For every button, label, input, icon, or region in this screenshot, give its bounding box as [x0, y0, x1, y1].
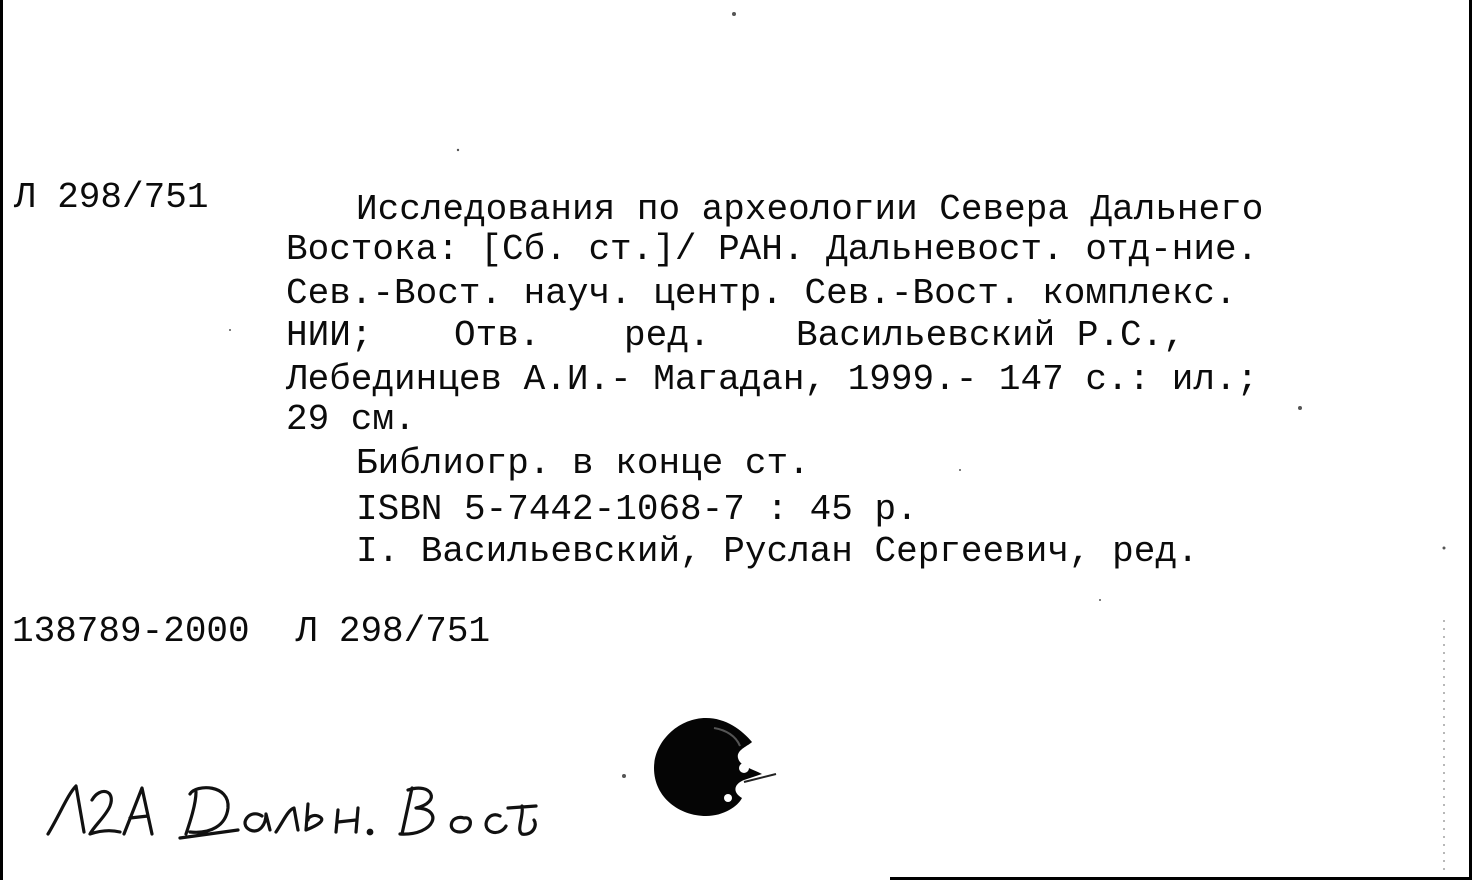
- call-number: Л 298/751: [14, 177, 209, 218]
- title-line-1: Исследования по археологии Севера Дальнего: [356, 189, 1264, 230]
- card-border-left: [0, 0, 3, 880]
- imprint-line: Лебединцев А.И.- Магадан, 1999.- 147 с.: ил.;: [286, 359, 1259, 400]
- handwritten-note: [40, 764, 560, 854]
- inventory-number: 138789-2000: [12, 611, 250, 652]
- bibliography-note: Библиогр. в конце ст.: [356, 443, 810, 484]
- responsibility-part-3: ред.: [624, 315, 711, 356]
- bottom-call-number: Л 298/751: [295, 611, 491, 652]
- isbn-line: ISBN 5-7442-1068-7 : 45 р.: [356, 489, 918, 530]
- responsibility-part-2: Отв.: [454, 315, 541, 356]
- dimensions-line: 29 см.: [286, 399, 416, 440]
- ink-stamp-mark: [640, 706, 790, 826]
- responsibility-part-4: Васильевский Р.С.,: [796, 315, 1185, 356]
- tracing-line: I. Васильевский, Руслан Сергеевич, ред.: [356, 531, 1199, 572]
- responsibility-line: [286, 314, 1185, 358]
- title-line-3: Сев.-Вост. науч. центр. Сев.-Вост. комплекс.: [286, 273, 1237, 314]
- title-line-2: Востока: [Сб. ст.]/ РАН. Дальневост. отд-ние.: [286, 229, 1259, 270]
- responsibility-part-1: НИИ;: [286, 315, 373, 356]
- inventory-line: [12, 610, 490, 654]
